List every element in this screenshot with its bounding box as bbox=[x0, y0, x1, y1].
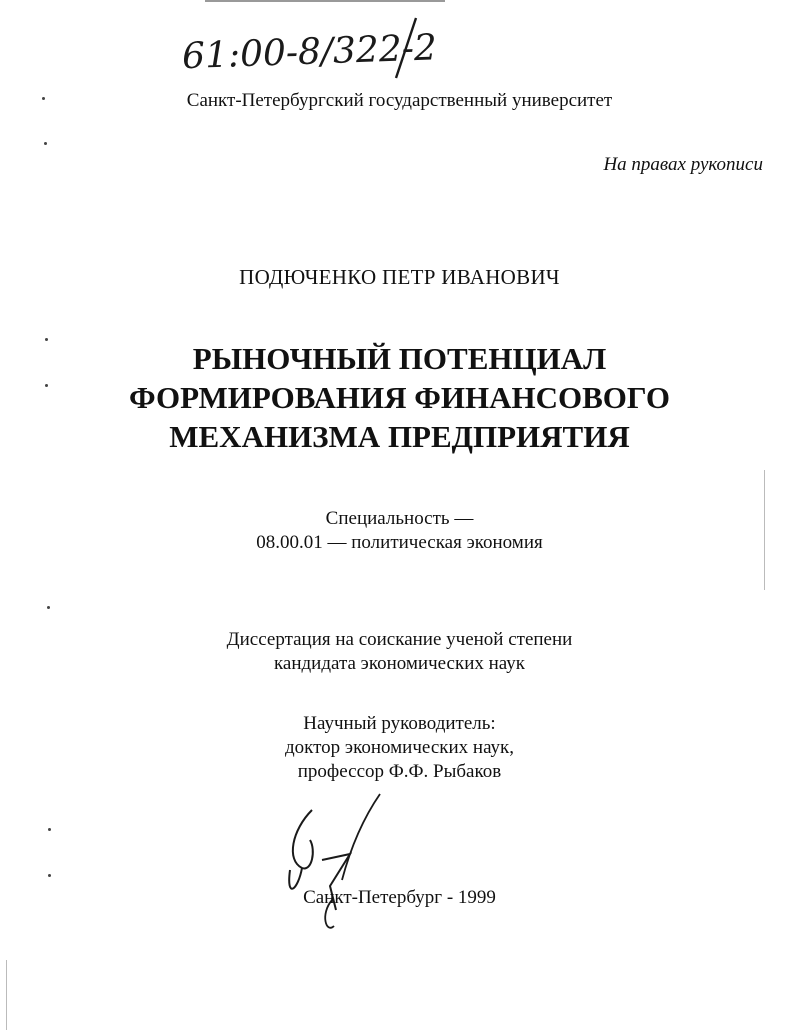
handwritten-signature bbox=[272, 790, 392, 940]
institution-name: Санкт-Петербургский государственный университет bbox=[186, 90, 613, 111]
supervisor-degree: доктор экономических наук, bbox=[284, 737, 515, 758]
title-line: РЫНОЧНЫЙ ПОТЕНЦИАЛ bbox=[192, 341, 607, 376]
title-line: МЕХАНИЗМА ПРЕДПРИЯТИЯ bbox=[169, 419, 630, 454]
degree-line: кандидата экономических наук bbox=[273, 653, 526, 674]
scan-dot bbox=[44, 142, 47, 145]
supervisor-label: Научный руководитель: bbox=[303, 713, 496, 734]
scan-dot bbox=[48, 874, 51, 877]
manuscript-rights-note: На правах рукописи bbox=[603, 154, 763, 175]
handwritten-archive-code bbox=[180, 14, 540, 84]
supervisor-name: профессор Ф.Ф. Рыбаков bbox=[297, 761, 502, 782]
title-line: ФОРМИРОВАНИЯ ФИНАНСОВОГО bbox=[129, 380, 670, 415]
scan-top-rule bbox=[205, 0, 445, 2]
degree-line: Диссертация на соискание ученой степени bbox=[226, 629, 573, 650]
scan-dot bbox=[47, 606, 50, 609]
scan-left-edge bbox=[6, 960, 7, 1030]
specialty-block bbox=[0, 507, 799, 555]
scan-dot bbox=[48, 828, 51, 831]
svg-text:61:00-8/322-2: 61:00-8/322-2 bbox=[181, 27, 438, 78]
dissertation-title bbox=[0, 339, 799, 456]
specialty-value: 08.00.01 — политическая экономия bbox=[256, 532, 543, 553]
supervisor-block bbox=[0, 712, 799, 784]
specialty-label: Специальность — bbox=[325, 508, 474, 529]
city-year: Санкт-Петербург - 1999 bbox=[303, 887, 496, 908]
author-name: ПОДЮЧЕНКО ПЕТР ИВАНОВИЧ bbox=[239, 265, 560, 289]
degree-block bbox=[0, 628, 799, 676]
